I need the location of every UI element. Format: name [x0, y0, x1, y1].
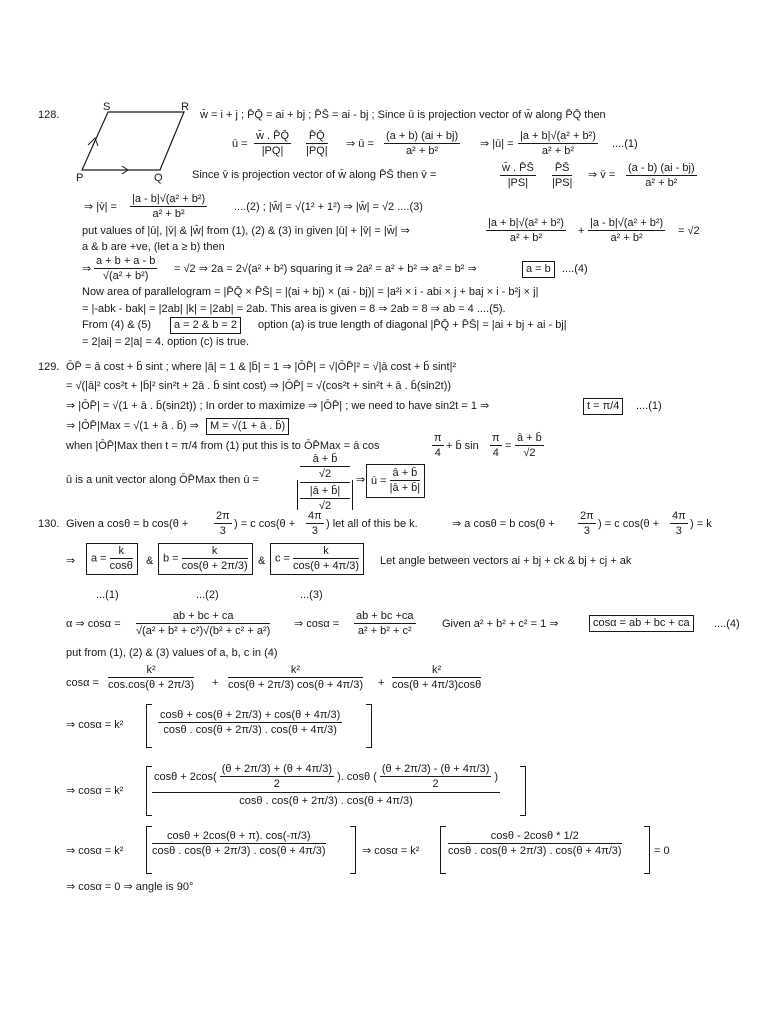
q128-frac-u: $\frac{(a + b) (ai + bj)}{\text{a² + b²}}$: [386, 130, 459, 157]
q130-step-2-frac: $\frac{\cos\theta + \cos(\theta + 2\pi/3) + \cos(\theta + 4\pi/3)}{\cos\theta . \cos(\theta + 2\pi/3) . \cos(\theta + 4\pi/3)}$: [160, 709, 341, 736]
q129-ref-1: ....(1): [636, 400, 662, 412]
q128-put-values: put values of |ū|, |v̄| & |w̄| from (1), (2) & (3) in given |ū| + |v̄| = |w̄| ⇒: [82, 225, 410, 237]
q130-implies-cos: ⇒ cosα =: [294, 618, 340, 630]
q130-ref-3: ...(3): [300, 589, 323, 601]
q128-implies-u: ⇒ ū =: [346, 138, 374, 150]
q128-frac-2a: $\frac{a + b + a - b}{\text{√(a² + b²)}}$: [96, 255, 156, 282]
q128-frac-wpq: $\frac{w̄ . P̄Q̄}{|PQ|}$: [256, 130, 290, 157]
q130-frac-2pi3-b: $\frac{2\pi}{3}$: [580, 510, 594, 537]
q129-line-6: ū is a unit vector along ŌP̄Max then ū =: [66, 474, 259, 486]
q129-line-4: ⇒ |ŌP̄|Max = √(1 + ā . b̄) ⇒: [66, 420, 199, 432]
q130-step-2-lhs: ⇒ cosα = k²: [66, 719, 124, 731]
q128-eq-root2: = √2: [678, 225, 700, 237]
label-r: R: [181, 101, 189, 113]
q128-implies-abs-u: ⇒ |ū| =: [480, 138, 514, 150]
q130-given-c: ) = c cos(θ +: [234, 518, 296, 530]
q128-line-1: w̄ = i + j ; P̄Q̄ = ai + bj ; P̄S̄ = ai - bj ; Since ū is projection vector of w̄ along P̄Q̄ then: [200, 109, 606, 121]
q130-step-3-lhs: ⇒ cosα = k²: [66, 785, 124, 797]
q130-box-b: b = $\frac{k}{\cos(\theta + 2\pi/3)}$: [158, 543, 253, 575]
parallelogram-diagram: [64, 100, 194, 180]
q130-ref-1: ...(1): [96, 589, 119, 601]
q128-frac-abs-v: $\frac{\text{|a - b|√(a² + b²)}}{\text{a² + b²}}$: [132, 193, 206, 220]
q130-given: Given a cosθ = b cos(θ +: [66, 518, 189, 530]
q130-term-2: $\frac{\text{k²}}{\cos(\theta + 2\pi/3) \cos(\theta + 4\pi/3)}$: [228, 664, 364, 691]
q129-line-1: ŌP̄ = ā cost + b̄ sint ; where |ā| = 1 & |b̄| = 1 ⇒ |ŌP̄| = √|ŌP̄|² = √|ā cost + b̄ sint|²: [66, 361, 457, 373]
q130-step-2-bracket-left: [146, 704, 152, 748]
q130-step-4-frac: $\frac{\cos\theta + 2\cos(\theta + \pi). \cos(-\pi/3)}{\cos\theta . \cos(\theta + 2\pi/3) . \cos(\theta + 4\pi/3)}$: [152, 830, 326, 857]
q128-option-c: = 2|ai| = 2|a| = 4. option (c) is true.: [82, 336, 250, 348]
q130-put-from: put from (1), (2) & (3) values of a, b, c in (4): [66, 647, 278, 659]
q130-frac-cos-alpha-2: $\frac{ab + bc +ca}{\text{a² + b² + c²}}$: [356, 610, 414, 637]
q129-result-u: ū = $\frac{ā + b̄}{|ā + b̄|}$: [366, 464, 425, 498]
q129-frac-pi4-b: $\frac{\pi}{4}$: [492, 432, 500, 459]
q130-eq-zero: = 0: [654, 845, 670, 857]
q128-frac-abs-u: $\frac{\text{|a + b|√(a² + b²)}}{\text{a² + b²}}$: [520, 130, 596, 157]
q128-implies-v: ⇒ v̄ =: [588, 169, 616, 181]
q129-result-m: M = √(1 + ā . b̄): [206, 418, 289, 435]
q128-u-eq: ū =: [232, 138, 248, 150]
question-number-128: 128.: [38, 109, 60, 121]
q130-step-4-lhs: ⇒ cosα = k²: [66, 845, 124, 857]
q130-step-5-lhs: ⇒ cosα = k²: [362, 845, 420, 857]
q130-ref-2: ...(2): [196, 589, 219, 601]
q128-sum-frac-1: $\frac{\text{|a + b|√(a² + b²)}}{\text{a² + b²}}$: [488, 217, 564, 244]
q128-area-line: Now area of parallelogram = |P̄Q̄ × P̄S̄| = |(ai + bj) × (ai - bj)| = |a²i × i - abi × j + baj × i - b²j × j|: [82, 286, 539, 298]
q128-implies: ⇒: [82, 263, 92, 275]
q130-box-a: a = $\frac{k}{\cos\theta}$: [86, 543, 138, 575]
q129-frac-ab-root2: $\frac{ā + b̄}{√2}$: [517, 432, 542, 459]
q128-a-b-positive: a & b are +ve, (let a ≥ b) then: [82, 241, 225, 253]
q130-frac-2pi3-a: $\frac{2\pi}{3}$: [216, 510, 230, 537]
q128-ref-4: ....(4): [562, 263, 588, 275]
q130-plus-1: +: [212, 677, 219, 689]
q130-amp-1: &: [146, 555, 154, 567]
q130-frac-4pi3-b: $\frac{4\pi}{3}$: [672, 510, 686, 537]
q129-line-2: = √(|ā|² cos²t + |b̄|² sin²t + 2ā . b̄ sint cost) ⇒ |ŌP̄| = √(cos²t + sin²t + ā . b̄(sin2t)): [66, 380, 452, 392]
q130-step-2-bracket-right: [366, 704, 372, 748]
q129-abs-bar-right: [352, 480, 353, 510]
q128-ref-2-3: ....(2) ; |w̄| = √(1² + 1²) ⇒ |w̄| = √2 ....(3): [234, 201, 423, 213]
q130-amp-2: &: [258, 555, 266, 567]
q129-line-5: when |ŌP̄|Max then t = π/4 from (1) put this is to ŌP̄Max = ā cos: [66, 440, 380, 452]
q130-step-3-bracket-right: [520, 766, 526, 816]
q130-given-sum: Given a² + b² + c² = 1 ⇒: [442, 618, 559, 630]
question-number-129: 129.: [38, 361, 60, 373]
q130-step-5-frac: $\frac{\cos\theta - 2\cos\theta * 1/2}{\cos\theta . \cos(\theta + 2\pi/3) . \cos(\theta + 4\pi/3)}$: [448, 830, 622, 857]
q128-v-text: Since v̄ is projection vector of w̄ along P̄S̄ then v̄ =: [192, 169, 437, 181]
q130-step-5-bracket-right: [644, 826, 650, 874]
q130-implies-abc: ⇒: [66, 555, 76, 567]
q130-alpha: α ⇒ cosα =: [66, 618, 121, 630]
q130-term-1: $\frac{\text{k²}}{\cos.\cos(\theta + 2\pi/3)}$: [108, 664, 195, 691]
label-s: S: [103, 101, 111, 113]
parallelogram-shape: [82, 112, 184, 170]
q128-frac-v: $\frac{(a - b) (ai - bj)}{\text{a² + b²}}$: [628, 162, 695, 189]
q130-angle-text: Let angle between vectors ai + bj + ck & bj + cj + ak: [380, 555, 632, 567]
q130-box-c: c = $\frac{k}{\cos(\theta + 4\pi/3)}$: [270, 543, 364, 575]
q128-frac-pq: $\frac{P̄Q̄}{|PQ|}$: [306, 130, 328, 157]
q129-implies: ⇒: [356, 474, 366, 486]
q128-ref-1: ....(1): [612, 138, 638, 150]
q128-result-a2-b2: a = 2 & b = 2: [170, 317, 241, 334]
q130-cos-eq: cosα =: [66, 677, 99, 689]
q128-sum-frac-2: $\frac{\text{|a - b|√(a² + b²)}}{\text{a² + b²}}$: [590, 217, 664, 244]
q128-frac-wps: $\frac{w̄ . P̄S̄}{|PS|}$: [502, 162, 534, 189]
q130-term-3: $\frac{\text{k²}}{\cos(\theta + 4\pi/3)\cos\theta}$: [392, 664, 482, 691]
q130-plus-2: +: [378, 677, 385, 689]
q130-step-4-bracket-right: [350, 826, 356, 874]
q130-frac-4pi3-a: $\frac{4\pi}{3}$: [308, 510, 322, 537]
q129-line-3: ⇒ |ŌP̄| = √(1 + ā . b̄(sin2t)) ; In order to maximize ⇒ |ŌP̄| ; we need to have sin2t = 1 ⇒: [66, 400, 490, 412]
q130-step-5-bracket-left: [440, 826, 446, 874]
q130-eq-k: ) = k: [690, 518, 712, 530]
q129-result-t: t = π/4: [583, 398, 623, 415]
q130-step-3-frac: cosθ + 2cos( $\frac{(\theta + 2\pi/3) + (\theta + 4\pi/3)}{2}$ ). cosθ ( $\frac{(\theta + 2\pi/3) - (\theta + 4\pi/3)}{2}$ ) cosθ . cos(θ + 2π/3) . cos(θ + 4π/3): [154, 763, 499, 807]
q130-frac-cos-alpha-1: $\frac{ab + bc + ca}{\text{√(a² + b² + c²)√(b² + c² + a²)}}$: [136, 610, 271, 637]
q130-eq-c: ) = c cos(θ +: [598, 518, 660, 530]
q130-let-k: ) let all of this be k.: [326, 518, 418, 530]
q129-compound-frac: ā + b̄ √2 |ā + b̄| √2: [300, 454, 350, 512]
q130-result-cos: cosα = ab + bc + ca: [589, 615, 694, 632]
q130-implies-k: ⇒ a cosθ = b cos(θ +: [452, 518, 555, 530]
q128-result-a-eq-b: a = b: [522, 261, 555, 278]
q128-area-result: = |-abk - bak| = |2ab| |k| = |2ab| = 2ab. This area is given = 8 ⇒ 2ab = 8 ⇒ ab = 4 ....(5).: [82, 303, 506, 315]
q128-from-4-5: From (4) & (5): [82, 319, 152, 331]
q128-implies-abs-v: ⇒ |v̄| =: [84, 201, 117, 213]
question-number-130: 130.: [38, 518, 60, 530]
q128-plus: +: [578, 225, 585, 237]
q129-abs-bar-left: [297, 480, 298, 510]
q128-squaring: = √2 ⇒ 2a = 2√(a² + b²) squaring it ⇒ 2a² = a² + b² ⇒ a² = b² ⇒: [174, 263, 477, 275]
q129-eq: =: [505, 440, 512, 452]
q129-frac-pi4-a: $\frac{\pi}{4}$: [434, 432, 442, 459]
q130-conclusion: ⇒ cosα = 0 ⇒ angle is 90°: [66, 881, 194, 893]
q128-option-a: option (a) is true length of diagonal |P̄Q̄ + P̄S̄| = |ai + bj + ai - bj|: [258, 319, 567, 331]
q129-bsin: + b̄ sin: [446, 440, 479, 452]
q128-frac-ps: $\frac{P̄S̄}{|PS|}$: [552, 162, 573, 189]
label-p: P: [76, 172, 84, 184]
q130-ref-4: ....(4): [714, 618, 740, 630]
label-q: Q: [154, 172, 163, 184]
